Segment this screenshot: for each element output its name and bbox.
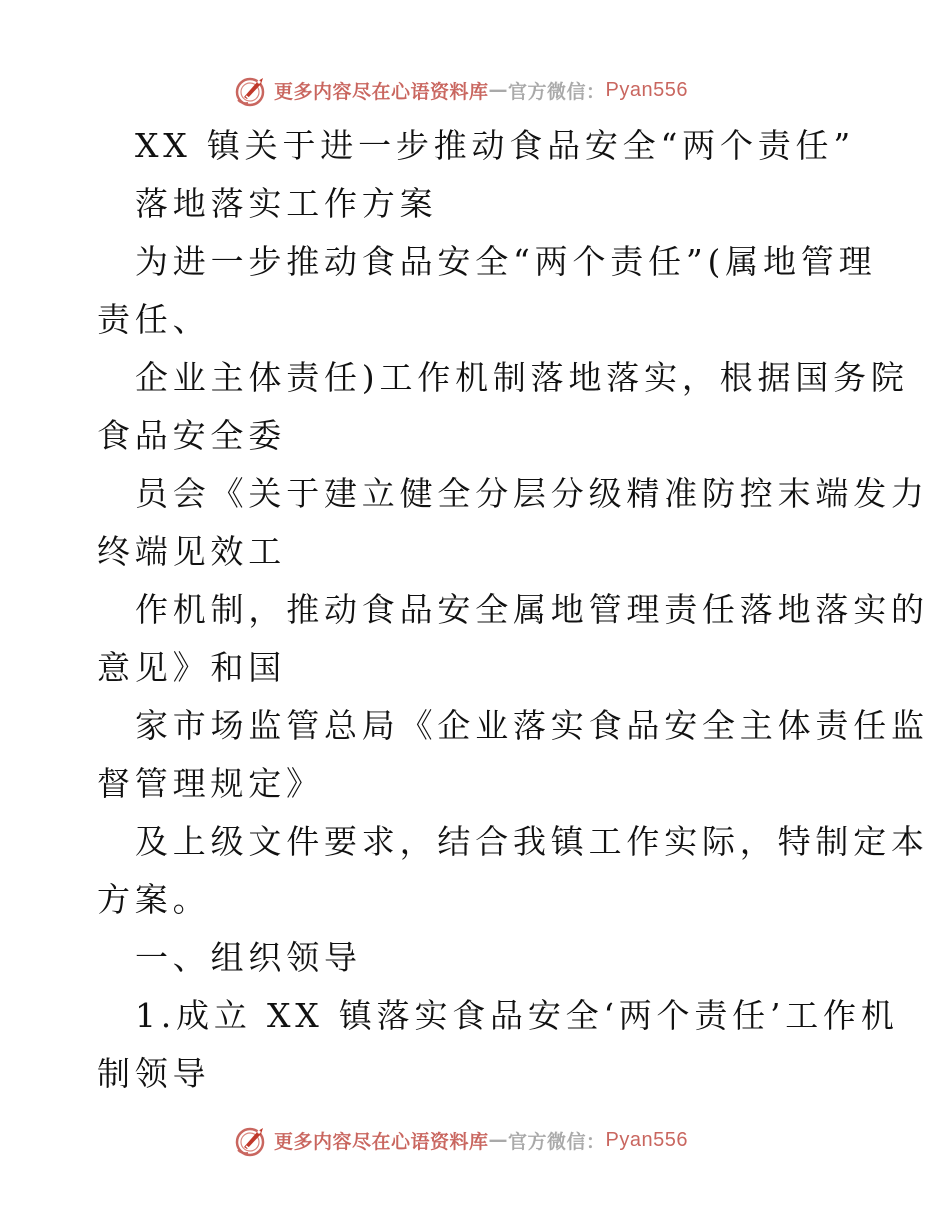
pen-nib-logo-icon	[232, 70, 272, 110]
paragraph-line: 作机制，推动食品安全属地管理责任落地落实的	[135, 590, 929, 629]
paragraph-line: 食品安全委	[97, 416, 286, 455]
list-item-line: 制领导	[97, 1054, 211, 1093]
header-watermark-banner	[232, 70, 688, 110]
paragraph-line: 意见》和国	[97, 648, 286, 687]
paragraph-line: 家市场监管总局《企业落实食品安全主体责任监	[135, 706, 929, 745]
watermark-wechat-label: 官方微信：	[508, 80, 606, 103]
pen-nib-logo-icon	[232, 1120, 272, 1160]
paragraph-line: 终端见效工	[97, 532, 286, 571]
footer-watermark-banner	[232, 1120, 688, 1160]
watermark-dash: —	[488, 1129, 509, 1151]
paragraph-line: 员会《关于建立健全分层分级精准防控末端发力	[135, 474, 929, 513]
paragraph-line: 督管理规定》	[97, 764, 324, 803]
watermark-dash: —	[488, 79, 509, 101]
paragraph-line: 企业主体责任)工作机制落地落实，根据国务院	[135, 358, 909, 397]
paragraph-line: 为进一步推动食品安全“两个责任”(属地管理	[135, 242, 877, 281]
watermark-site-text: 更多内容尽在心语资料库	[274, 1130, 489, 1153]
paragraph-line: 责任、	[97, 300, 211, 339]
list-item-line: 1.成立 XX 镇落实食品安全‘两个责任’工作机	[135, 996, 899, 1035]
paragraph-line: 方案。	[97, 880, 211, 919]
watermark-site-text: 更多内容尽在心语资料库	[274, 80, 489, 103]
document-title-line-2: 落地落实工作方案	[135, 184, 438, 223]
paragraph-line: 及上级文件要求，结合我镇工作实际，特制定本	[135, 822, 929, 861]
watermark-wechat-label: 官方微信：	[508, 1130, 606, 1153]
watermark-wechat-id: Pyan556	[605, 1128, 688, 1151]
section-heading: 一、组织领导	[135, 938, 362, 977]
watermark-wechat-id: Pyan556	[605, 78, 688, 101]
document-title-line-1: XX 镇关于进一步推动食品安全“两个责任”	[135, 126, 856, 165]
